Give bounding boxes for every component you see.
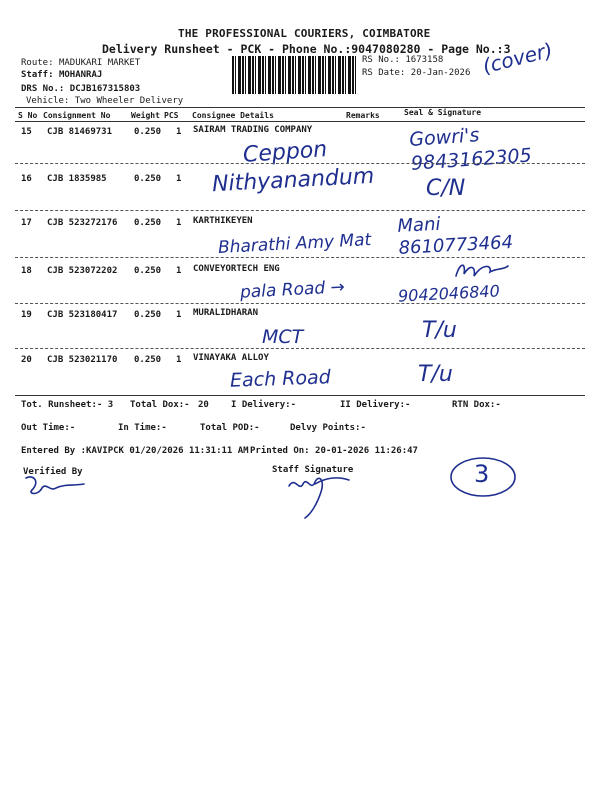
row-20-consignment: CJB 523021170 [47,355,118,365]
row-18-consignee: CONVEYORTECH ENG [193,264,280,274]
row-15-consignment: CJB 81469731 [47,127,113,137]
staff-value: MOHANRAJ [58,70,103,80]
row-20-pcs: 1 [176,355,182,365]
staff-signature [285,472,355,520]
row-divider [15,303,585,304]
printed-on: Printed On: 20-01-2026 11:26:47 [250,446,418,456]
col-consignment: Consignment No [43,111,111,120]
col-sno: S No [18,111,38,120]
rs-no-row [362,55,443,65]
row-17-sno: 17 [21,218,32,228]
total-dox-label: Total Dox:- [130,400,190,410]
verified-by-label: Verified By [23,467,83,477]
row-15-consignee: SAIRAM TRADING COMPANY [193,125,313,135]
row-19-consignment: CJB 523180417 [47,310,118,320]
col-seal: Seal & Signature [404,108,482,117]
col-consignee: Consignee Details [192,111,274,120]
rtn-dox: RTN Dox:- [452,400,501,410]
row-17-pcs: 1 [176,218,182,228]
drs-label: DRS No.: [21,84,65,94]
row-18-pcs: 1 [176,266,182,276]
vehicle-value: Two Wheeler Delivery [74,96,184,106]
drs-row [21,84,140,94]
row-15-weight: 0.250 [134,127,162,137]
staff-signature-label: Staff Signature [272,465,354,475]
staff-row [21,70,102,80]
row-16-hw-consignee: Nithyanandum [211,163,375,198]
rs-no-value: 1673158 [405,55,444,65]
row-16-sno: 16 [21,174,32,184]
row-19-hw-consignee: MCT [262,326,304,348]
row-17-hw-signature: Mani 8610773464 [396,213,514,259]
row-16-hw-signature: C/N [426,176,466,201]
row-16-weight: 0.250 [134,174,162,184]
col-pcs: PCS [164,111,179,120]
col-weight: Weight [131,111,160,120]
row-15-pcs: 1 [176,127,182,137]
row-15-hw-consignee: Ceppon [242,137,329,168]
entered-by: Entered By :KAVIPCK 01/20/2026 11:31:11 AM [21,446,249,456]
circled-number: 3 [474,460,490,488]
company-title: THE PROFESSIONAL COURIERS, COIMBATORE [178,27,431,40]
rs-date-row [362,68,470,78]
verified-signature [20,472,90,500]
in-time: In Time:- [118,423,167,433]
rs-date-value: 20-Jan-2026 [410,68,471,78]
row-20-weight: 0.250 [134,355,162,365]
row-19-hw-signature: T/u [422,318,457,343]
row-20-hw-signature: T/u [418,362,453,387]
row-18-sno: 18 [21,266,32,276]
drs-value: DCJB167315803 [69,84,141,94]
staff-label: Staff: [21,70,54,80]
runsheet-title: Delivery Runsheet - PCK - Phone No.:9047080280 - Page No.:3 [102,42,511,56]
row-18-hw-consignee: pala Road → [239,277,346,303]
row-divider [15,163,585,164]
row-18-scribble-mark [452,258,512,284]
route-label: Route: [21,58,54,68]
total-pod: Total POD:- [200,423,260,433]
table-top-rule [15,107,585,108]
row-19-consignee: MURALIDHARAN [193,308,259,318]
row-15-hw-signature: Gowri's 9843162305 [408,124,533,175]
total-dox-value: 20 [198,400,209,410]
delvy-points: Delvy Points:- [290,423,366,433]
row-18-weight: 0.250 [134,266,162,276]
row-17-hw-consignee: Bharathi Amy Mat [217,230,372,258]
row-17-consignee: KARTHIKEYEN [193,216,253,226]
row-20-consignee: VINAYAKA ALLOY [193,353,269,363]
row-20-hw-consignee: Each Road [229,366,332,392]
row-16-pcs: 1 [176,174,182,184]
row-17-weight: 0.250 [134,218,162,228]
row-18-consignment: CJB 523072202 [47,266,118,276]
row-19-pcs: 1 [176,310,182,320]
row-16-consignment: CJB 1835985 [47,174,107,184]
ii-delivery: II Delivery:- [340,400,411,410]
col-remarks: Remarks [346,111,380,120]
handwritten-cover-note: (cover) [480,37,556,79]
row-17-consignment: CJB 523272176 [47,218,118,228]
out-time: Out Time:- [21,423,76,433]
route-row [21,58,140,68]
row-20-sno: 20 [21,355,32,365]
rs-date-label: RS Date: [362,68,406,78]
row-15-sno: 15 [21,127,32,137]
row-18-hw-signature: 9042046840 [397,281,501,306]
row-divider [15,348,585,349]
vehicle-row [26,96,183,106]
vehicle-label: Vehicle: [26,96,70,106]
i-delivery: I Delivery:- [231,400,297,410]
row-19-weight: 0.250 [134,310,162,320]
tot-runsheet: Tot. Runsheet:- 3 [21,400,114,410]
row-19-sno: 19 [21,310,32,320]
route-value: MADUKARI MARKET [58,58,141,68]
table-bottom-rule [15,395,585,396]
rs-no-label: RS No.: [362,55,400,65]
barcode-image [232,56,358,94]
